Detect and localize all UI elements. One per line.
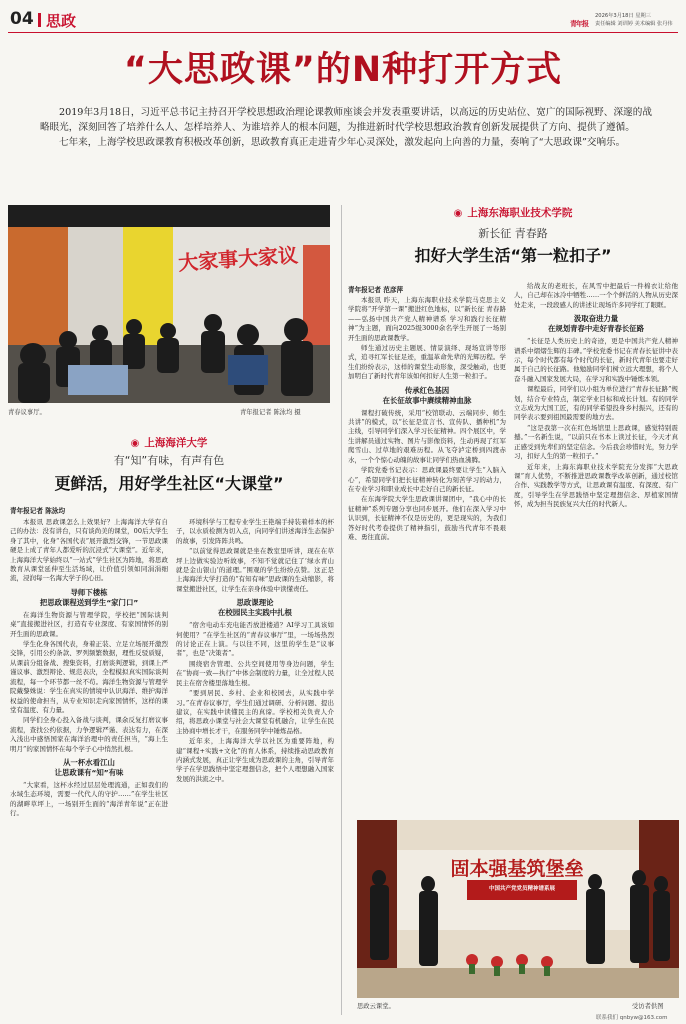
classroom-photo: [8, 205, 330, 403]
right-byline: 青年报记者 范彦萍: [348, 286, 404, 294]
column-divider: [341, 205, 342, 1015]
date-line: 2026年3月18日 星期三: [595, 13, 651, 19]
article-paragraph: “长征是人类历史上的奇迹，更是中国共产党人精神谱系中熠熠生辉的丰碑。”学校党委书记在青春长征讲中表示，每个时代都有每个时代的长征，新时代青年也要走好属于自己的长征路。他勉励同学们树立远大理想，将个人奋斗融入国家发展大局，在学习和实践中锤炼本领。: [514, 337, 678, 383]
exhibition-banner: 固本强基筑堡垒: [450, 858, 584, 880]
editor-line: 责任编辑 刘训婷 美术编辑 张丹伟: [595, 21, 673, 27]
article-paragraph: 学生化身各国代表，身着正装、立足立场展开激烈交锋，引用公约条款、罗列频繁数据，理性反驳质疑，从课前分组备战、搜集资料，打磨谈判逻辑，到课上严谨议事、激烈辩论、规范表决，全程模拟真实国际谈判流程，每一个环节都一丝不苟。海洋生物资源与管理学院戴黎姝说：学生在真实的情境中认识海洋、维护海洋权益的使命担当，从专业知识走向家国情怀，这样的课堂有温度、有力量。: [10, 640, 168, 714]
right-photo-credit: 受访者供图: [632, 1003, 664, 1010]
article-paragraph: “以前觉得思政课就是坐在教室里听讲，现在在草坪上边做实验边听故事，不知不觉就记住了‘绿水青山就是金山银山’的道理。”围观的学生纷纷点赞。这正是上海海洋大学打造的“有知有味”思政课的生动缩影，将课堂搬进社区，让学生在亲身体验中读懂责任。: [176, 547, 334, 593]
article-paragraph: 环境科学与工程专业学生王艳端手持装着样本的杯子，以水质检测为切入点，向同学们讲述海洋生态保护的故事，引发阵阵共鸣。: [176, 518, 334, 545]
left-story-col-1: [10, 518, 168, 1014]
left-photo-credit: 青年报记者 陈泳均 摄: [240, 409, 301, 416]
article-subhead: 传承红色基因 在长征故事中赓续精神血脉: [382, 385, 472, 405]
left-title: 更鲜活，用好学生社区“大课堂”: [54, 474, 284, 493]
logo-text: 青年报: [570, 19, 588, 28]
exhibition-scene: [357, 820, 679, 998]
header-bar: [38, 13, 41, 27]
intro-paragraph-1: 2019年3月18日，习近平总书记主持召开学校思想政治理论课教师座谈会并发表重要讲话，以高远的历史站位、宽广的国际视野、深邃的战略眼光，深刻回答了培养什么人、怎样培养人、为谁培养人的根本问题，为推进新时代学校思想政治教育创新发展提供了方向、提供了遵循。: [40, 107, 652, 133]
left-school-label: [0, 431, 338, 450]
article-paragraph: 本报讯 昨天，上海东海职业技术学院马克思主义学院将“开学第一课”搬进红色地标，以“新长征 青春路——弘扬中国共产党人精神谱系 学习和践行长征精神”为主题，面向2025级3000余名学生开展了一场别开生面的思政课教学。: [348, 296, 506, 342]
article-paragraph: 近年来，上海海洋大学以社区为重要阵地，构建“课程+实践+文化”的育人体系，持续推动思政教育内涵式发展，真正让学生成为思政课的主角，引导青年学子在学思践悟中坚定理想信念，把个人理想融入国家发展的洪流之中。: [176, 737, 334, 783]
article-paragraph: “宿舍电动车充电能否放进楼道？AI学习工具该如何使用？”在学生社区的“青春议事厅”里，一场场热烈的讨论正在上演。与以往不同，这里的学生是“议事者”，也是“决策者”。: [176, 621, 334, 658]
article-paragraph: 师生通过历史主题展、情景演绎、现场宣讲等形式，追寻红军长征足迹，重温革命先辈的光辉历程。学生们纷纷表示，这样的课堂生动形象，深受触动，也更加明白了新时代青年该如何扣好人生第一粒扣子。: [348, 344, 506, 381]
right-photo-caption: 思政云课堂。: [357, 1003, 395, 1010]
intro-block: [40, 105, 652, 150]
page-number: 04: [10, 9, 34, 29]
intro-paragraph-2: 七年来，上海学校思政课教育积极改革创新，思政教育真正走进青少年心灵深处，激发起向上向善的力量，奏响了“大思政课”交响乐。: [59, 137, 626, 148]
article-paragraph: 给战友的老班长，在风雪中把最后一件棉衣让给他人，自己却在冰冷中牺牲……一个个鲜活的人物从历史深处走来，一段段感人的讲述让现场许多同学红了眼眶。: [514, 282, 678, 309]
left-photo-caption: 青春议事厅。: [8, 409, 46, 416]
article-paragraph: 围绕宿舍管理、公共空间使用等身边问题，学生在“协商一致—执行”中体会制度的力量，让全过程人民民主在宿舍楼里落地生根。: [176, 659, 334, 687]
exhibition-photo: [357, 820, 679, 998]
right-kicker: 新长征 青春路: [478, 227, 548, 240]
article-subhead: 思政课理论 在校园民主实践中扎根: [218, 598, 292, 618]
article-paragraph: 本报讯 思政课怎么上效果好？上海海洋大学有自己的办法：没有讲台，只有谈尚美的课堂，00后大学生身了其中，化身“各国代表”展开激烈交锋，一节思政课硬是上成了青年人都爱听的沉浸式“大课堂”。近年来，上海海洋大学始终以“一站式”学生社区为阵地，将思政教育从课堂延伸至生活场域，让价值引领如同涓涓细流，浸润每一名海大学子的心田。: [10, 518, 168, 583]
right-story-col-1: [348, 296, 506, 816]
classroom-scene: [8, 205, 330, 403]
footer-contact: 联系我们 qnbyw@163.com: [596, 1015, 668, 1021]
article-paragraph: 课程最后，同学们以小组为单位进行“青春长征路”规划，结合专业特点，制定学业目标和成长计划。有的同学立志成为大国工匠，有的同学希望投身乡村振兴，还有的同学表示要到祖国最需要的地方去。: [514, 385, 678, 422]
left-byline: 青年报记者 陈泳均: [10, 507, 66, 515]
article-paragraph: 同学们全身心投入备战与谈判，课余反复打磨议事流程，查找公约依据，力争逻辑严谨、表达有力，在深入浅出中感悟国家在海洋治理中的责任担当，“海上生明月”的家国情怀在每个学子心中悄然扎根。: [10, 716, 168, 753]
location-pin-icon: ◉: [453, 208, 463, 219]
right-school-name: 上海东海职业技术学院: [467, 207, 573, 219]
article-subhead: 导师下楼栋 把思政课程送到学生“家门口”: [39, 587, 139, 607]
article-paragraph: 近年来，上海东海职业技术学院充分发挥“大思政课”育人优势，不断推进思政课教学改革创新，通过校馆合作、实践教学等方式，让思政课有温度、有深度、有广度，引导学生在学思践悟中坚定理想信念、厚植家国情怀，成为担当民族复兴大任的时代新人。: [514, 462, 678, 509]
article-paragraph: 学院党委书记表示：思政课最终要让学生“入脑入心”，希望同学们把长征精神转化为刻苦学习的动力，在专业学习和职业成长中走好自己的新长征。: [348, 466, 506, 493]
page-headline: “大思政课”的N种打开方式: [123, 50, 563, 90]
location-pin-icon: ◉: [130, 438, 140, 449]
newspaper-logo: [570, 11, 592, 29]
exhibition-sub-banner: 中国共产党党员精神谱系展: [488, 886, 555, 892]
article-paragraph: “大家看，这杯水经过层层处理流通，正如我们的水域生态环境，需要一代代人的守护……”在学生社区的湖畔草坪上，一场别开生面的“海洋青年说”正在进行。: [10, 780, 168, 818]
article-paragraph: 课程打破传统，采用“校馆联动、云端同步、师生共讲”的模式，以“长征是宣言书、宣传队、播种机”为主线，引导同学们深入学习长征精神。四个展区中，学生讲解员通过实物、图片与影像资料，生动再现了红军爬雪山、过草地的艰难历程。从飞夺泸定桥到四渡赤水，一个个惊心动魄的故事让同学们热血沸腾。: [348, 408, 506, 464]
article-subhead: 从一杯水看江山 让思政课有“知”有味: [54, 757, 124, 777]
right-school-label: [345, 201, 681, 220]
left-school-name: 上海海洋大学: [144, 437, 208, 449]
article-paragraph: “要到居民、乡村、企业和校园去，从实践中学习。”在青春议事厅，学生们通过调研、分析问题、提出建议，在实践中读懂民主的真谛。学校相关负责人介绍，将思政小课堂与社会大课堂有机融合，让学生在民主协商中增长才干，在服务同学中锤炼品格。: [176, 689, 334, 735]
article-paragraph: “这是我第一次在红色场馆里上思政课，感觉特别震撼。”一名新生说，“以前只在书本上读过长征，今天才真正感受到先辈们的坚定信念。今后我会珍惜时光，努力学习，扣好人生的第一粒扣子。”: [514, 423, 678, 461]
article-subhead: 汲取奋进力量 在规划青春中走好青春长征路: [547, 314, 645, 334]
left-story-col-2: [176, 518, 334, 1014]
left-kicker: 有“知”有味，有声有色: [113, 454, 225, 467]
article-paragraph: 在海洋生物资源与管理学院，学校把“国际谈判桌”直接搬进社区，打造有专业深度、有家国情怀的别开生面的思政课。: [10, 610, 168, 638]
right-title: 扣好大学生活“第一粒扣子”: [414, 246, 612, 265]
article-paragraph: 在东海学院大学生思政课讲课团中，“我心中的长征精神”系列专题分享也同步展开。他们在深入学习中认识到，长征精神不仅是历史的，更是现实的，为我们答好时代考卷提供了精神指引，鼓励当代青年不畏艰难、勇往直前。: [348, 495, 506, 541]
section-label: 思政: [46, 12, 77, 30]
header-rule: [8, 32, 678, 33]
right-story-col-2: [514, 282, 678, 816]
wall-slogan: 大家事大家议: [177, 242, 299, 276]
